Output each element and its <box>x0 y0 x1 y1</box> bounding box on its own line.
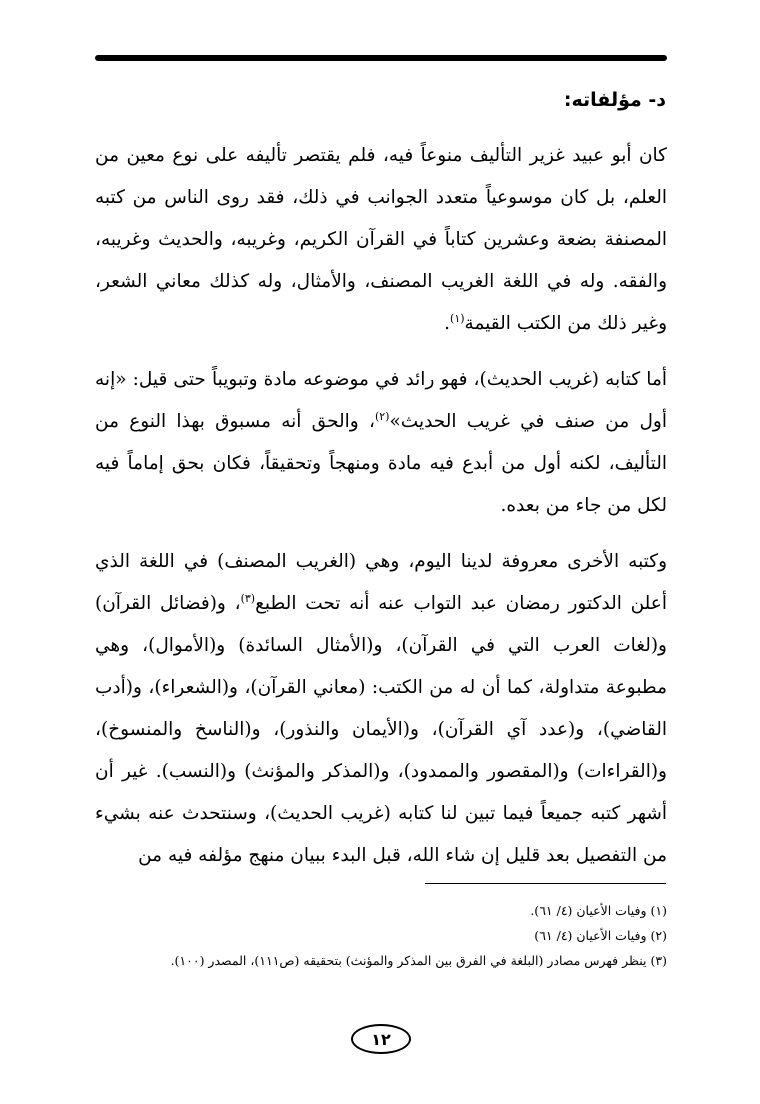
section-heading: د- مؤلفاته: <box>563 89 666 111</box>
footnote-2: (٢) وفيات الأعيان (٤/ ٦١) <box>534 928 667 943</box>
footnote-1: (١) وفيات الأعيان (٤/ ٦١). <box>530 903 667 918</box>
paragraph-tail: ، و(فضائل القرآن) و(لغات العرب التي في القرآن)، و(الأمثال السائدة) و(الأموال)، وهي مطبوعة متداولة، كما أن له من الكتب: (معاني القرآن)، و(الشعراء)، و(أدب القاضي)، و(عدد آي القرآن)، و(الأيمان والنذور)، و(الناسخ والمنسوخ)، و(القراءات) و(المقصور والممدود)، و(المذكر والمؤنث) و(النسب). غير أن أشهر كتبه جميعاً فيما تبين لنا كتابه (غريب الحديث)، وسنتحدث عنه بشيء من التفصيل بعد قليل إن شاء الله، قبل البدء ببيان منهج مؤلفه فيه من <box>95 593 667 866</box>
paragraph-3 <box>95 541 667 877</box>
footnote-ref-1[interactable]: (١) <box>450 311 465 325</box>
footnote-ref-3[interactable]: (٣) <box>240 591 256 605</box>
paragraph-1 <box>95 135 667 345</box>
footnote-ref-2[interactable]: (٢) <box>374 409 390 423</box>
paragraph-text: أما كتابه (غريب الحديث)، فهو رائد في موضوعه مادة وتبويباً حتى قيل: «إنه أول من صنف في غريب الحديث» <box>95 369 667 432</box>
body-text <box>95 135 667 877</box>
page-number: ١٢ <box>351 1024 411 1054</box>
footnote-3: (٣) ينظر فهرس مصادر (البلغة في الفرق بين المذكر والمؤنث) بتحقيقه (ص١١١)، المصدر (١٠٠). <box>170 953 667 968</box>
paragraph-2 <box>95 359 667 527</box>
top-rule <box>95 55 667 61</box>
footnote-divider <box>425 883 666 884</box>
footnotes <box>95 898 667 973</box>
paragraph-text: كان أبو عبيد غزير التأليف منوعاً فيه، فلم يقتصر تأليفه على نوع معين من العلم، بل كان موسوعياً متعدد الجوانب في ذلك، فقد روى الناس من كتبه المصنفة بضعة وعشرين كتاباً في القرآن الكريم، وغريبه، والحديث وغريبه، والفقه. وله في اللغة الغريب المصنف، والأمثال، وله كذلك معاني الشعر، وغير ذلك من الكتب القيمة <box>95 145 667 334</box>
paragraph-tail: ، والحق أنه مسبوق بهذا النوع من التأليف، لكنه أول من أبدع فيه مادة ومنهجاً وتحقيقاً، فكان بحق إماماً فيه لكل من جاء من بعده. <box>95 411 667 516</box>
paragraph-tail: . <box>444 313 451 334</box>
paragraph-text: وكتبه الأخرى معروفة لدينا اليوم، وهي (الغريب المصنف) في اللغة الذي أعلن الدكتور رمضان عبد التواب عنه أنه تحت الطبع <box>95 551 667 614</box>
